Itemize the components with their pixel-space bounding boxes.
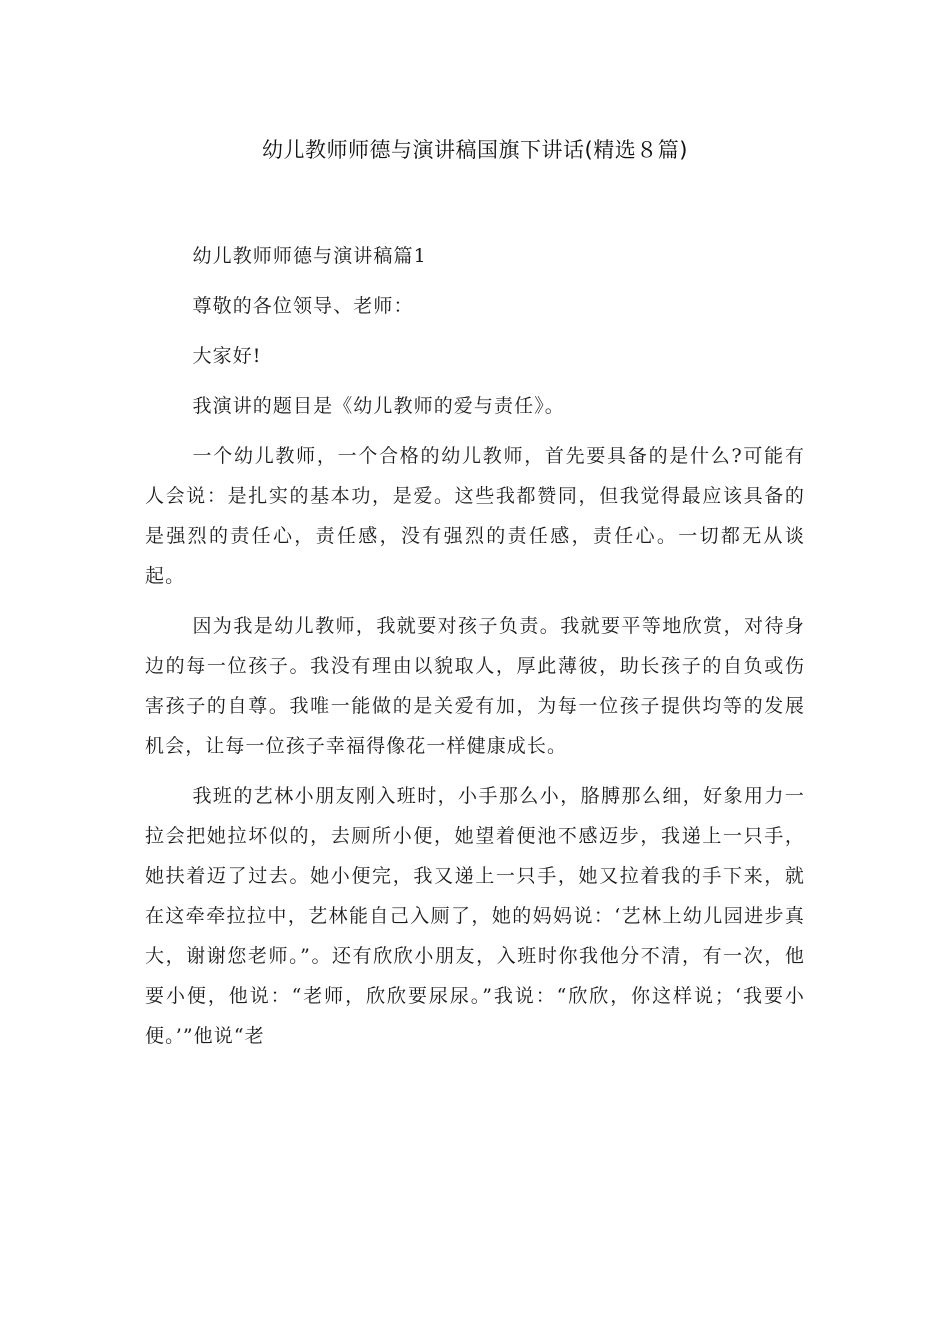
document-title: 幼儿教师师德与演讲稿国旗下讲话(精选８篇): [262, 138, 688, 162]
section-heading: 幼儿教师师德与演讲稿篇1: [192, 245, 427, 267]
body-paragraph: 因为我是幼儿教师，我就要对孩子负责。我就要平等地欣赏，对待身边的每一位孩子。我没有理由以貌取人，厚此薄彼，助长孩子的自负或伤害孩子的自尊。我唯一能做的是关爱有加，为每一位孩子提供均等的发展机会，让每一位孩子幸福得像花一样健康成长。: [145, 615, 805, 757]
body-paragraph: 一个幼儿教师，一个合格的幼儿教师，首先要具备的是什么?可能有人会说：是扎实的基本功，是爱。这些我都赞同，但我觉得最应该具备的是强烈的责任心，责任感，没有强烈的责任感，责任心。一切都无从谈起。: [145, 445, 805, 587]
document-body: [145, 236, 805, 1066]
greeting: 大家好!: [192, 345, 262, 367]
speech-topic: 我演讲的题目是《幼儿教师的爱与责任》。: [192, 395, 565, 417]
salutation: 尊敬的各位领导、老师：: [192, 295, 414, 317]
body-paragraph: 我班的艺林小朋友刚入班时，小手那么小，胳膊那么细，好象用力一拉会把她拉坏似的，去厕所小便，她望着便池不感迈步，我递上一只手，她扶着迈了过去。她小便完，我又递上一只手，她又拉着我的手下来，就在这牵牵拉拉中，艺林能自己入厕了，她的妈妈说：‘艺林上幼儿园进步真大，谢谢您老师。”。还有欣欣小朋友，入班时你我他分不清，有一次，他要小便，他说：“老师，欣欣要尿尿。”我说：“欣欣，你这样说；‘我要小便。’”他说“老: [145, 785, 805, 1047]
